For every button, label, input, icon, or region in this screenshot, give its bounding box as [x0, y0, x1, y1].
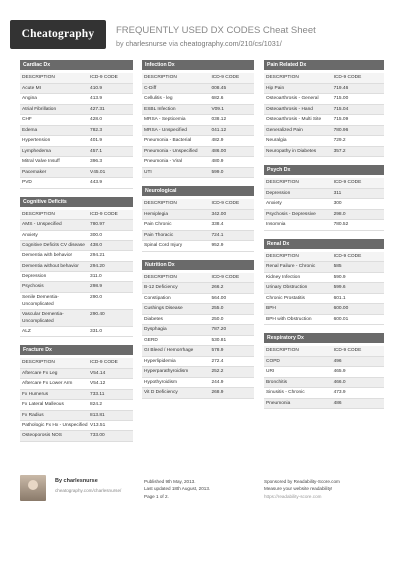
cell-description: Acute MI: [22, 85, 41, 91]
cell-description: Hemiplegia: [144, 211, 168, 217]
cell-description: Osteoarthrosis - Multi Site: [266, 117, 322, 122]
cell-description: Vit D Deficiency: [144, 390, 178, 395]
page-header: [0, 0, 400, 58]
cell-description: Angina: [22, 96, 37, 101]
table-row: [264, 388, 384, 399]
table-row: [142, 168, 254, 179]
cell-code: V54.12: [90, 381, 106, 386]
cell-description: Pneumonia - Bacterial: [144, 138, 192, 143]
cell-code: 038.12: [211, 117, 227, 122]
table-row: [20, 157, 133, 168]
cell-description: C-Diff: [144, 85, 157, 91]
cell-code: 357.2: [333, 148, 346, 154]
table-row: [20, 126, 133, 137]
column-3: [264, 60, 384, 417]
cell-code: 724.1: [211, 232, 224, 238]
cell-description: Neuralgia: [266, 138, 287, 143]
cell-description: DESCRIPTION: [22, 75, 55, 80]
table-row: [264, 399, 384, 410]
page-title: FREQUENTLY USED DX CODES Cheat Sheet: [116, 25, 316, 36]
section-title: Neurological: [142, 186, 254, 196]
cell-code: 300.0: [90, 232, 103, 238]
cell-description: Dysphagia: [144, 327, 167, 332]
table-row: [142, 325, 254, 336]
sheet-url-link[interactable]: cheatography.com/210/cs/1031/: [179, 39, 282, 48]
dx-section: [264, 165, 384, 231]
dx-section: [20, 60, 133, 189]
cell-description: Sinusitis - Chronic: [266, 390, 305, 395]
table-row: [142, 378, 254, 389]
cell-code: 401.9: [90, 138, 103, 143]
cell-description: Cognitive Deficits CV disease: [22, 243, 85, 248]
table-row: [264, 189, 384, 200]
cell-description: PVD: [22, 180, 32, 185]
cell-code: 410.9: [90, 85, 103, 91]
cell-code: 780.52: [333, 222, 349, 227]
table-header: [142, 73, 254, 84]
cell-code: 268.9: [211, 390, 224, 395]
cell-code: 290.40: [90, 311, 105, 317]
table-row: [20, 115, 133, 126]
cell-description: DESCRIPTION: [266, 253, 299, 259]
cell-description: Pathologic Fx Hx - Unspecified: [22, 423, 88, 428]
page-footer: [0, 474, 400, 514]
table-row: [142, 294, 254, 305]
cell-description: DESCRIPTION: [266, 180, 299, 185]
cell-description: Osteoarthrosis - General: [266, 96, 319, 101]
cell-code: 782.3: [90, 127, 103, 133]
cell-code: 252.2: [211, 369, 224, 374]
table-row: [20, 84, 133, 95]
dx-section: [264, 239, 384, 326]
table-row: [20, 282, 133, 293]
cell-description: UTI: [144, 169, 152, 175]
cell-description: Pacemaker: [22, 169, 47, 175]
cell-code: ICD-9 CODE: [90, 211, 118, 217]
footer-author[interactable]: By charlesnurse: [55, 478, 98, 484]
cell-code: 780.96: [333, 127, 349, 133]
cell-code: 585: [333, 264, 342, 269]
table-row: [20, 136, 133, 147]
cell-description: Osteoarthrosis - Hand: [266, 106, 313, 112]
cell-description: Bronchitis: [266, 379, 288, 385]
table-row: [142, 136, 254, 147]
cell-description: DESCRIPTION: [144, 201, 177, 206]
sponsor-tagline: Measure your website readability!: [264, 486, 333, 492]
cell-description: COPD: [266, 358, 280, 364]
cell-code: 578.9: [211, 348, 224, 353]
cell-description: ALZ: [22, 328, 31, 334]
cell-description: DESCRIPTION: [144, 274, 177, 280]
table-row: [20, 262, 133, 272]
cell-code: 396.3: [90, 159, 103, 164]
cell-code: 438.0: [90, 243, 103, 248]
cell-code: 682.6: [211, 96, 224, 101]
table-row: [142, 220, 254, 231]
author-link[interactable]: charlesnurse: [125, 39, 167, 48]
cell-description: Vascular Dementia-Uncomplicated: [22, 311, 64, 324]
cell-code: 715.09: [333, 117, 349, 122]
sponsor-name[interactable]: Sponsored by Readability-Score.com: [264, 479, 340, 484]
cell-description: URI: [266, 369, 275, 374]
cell-code: ICD-9 CODE: [333, 348, 362, 353]
cell-description: BPH: [266, 306, 276, 311]
cell-description: AMS - Unspecified: [22, 222, 62, 227]
cell-description: Fx Radius: [22, 412, 44, 418]
table-row: [142, 115, 254, 126]
cell-description: Chronic Prostatitis: [266, 295, 305, 301]
table-row: [20, 241, 133, 251]
cell-description: Cellulitis - leg: [144, 96, 173, 101]
cell-description: DESCRIPTION: [266, 75, 299, 80]
cell-code: 244.9: [211, 379, 224, 385]
cell-description: Mitral Valve Insuff: [22, 159, 60, 164]
cell-code: 298.0: [333, 211, 346, 217]
cell-description: Kidney Infection: [266, 274, 301, 280]
table-header: [264, 73, 384, 84]
cell-code: 715.00: [333, 96, 349, 101]
table-row: [264, 304, 384, 315]
table-row: [20, 147, 133, 158]
cell-code: 715.04: [333, 106, 349, 112]
table-row: [142, 210, 254, 221]
cell-code: 331.0: [90, 328, 103, 334]
table-row: [264, 220, 384, 231]
cell-code: 311.0: [90, 273, 102, 279]
cell-code: 413.9: [90, 96, 103, 101]
cell-code: 719.46: [333, 85, 349, 91]
cell-description: Pneumonia - Unspecified: [144, 148, 198, 154]
section-title: Infection Dx: [142, 60, 254, 70]
cell-description: ESBL Infection: [144, 106, 176, 112]
cell-code: 824.2: [90, 402, 103, 407]
cell-code: 813.81: [90, 412, 105, 418]
table-row: [20, 411, 133, 422]
cell-code: 733.00: [90, 433, 105, 438]
cell-description: Atrial Fibrillation: [22, 106, 57, 112]
table-row: [20, 379, 133, 390]
table-row: [20, 178, 133, 189]
cell-code: V54.14: [90, 370, 106, 376]
cell-description: MRSA - Septicemia: [144, 117, 186, 122]
cell-code: 780.97: [90, 222, 105, 227]
table-row: [264, 126, 384, 137]
table-header: [142, 199, 254, 210]
cell-code: 294.20: [90, 263, 105, 269]
author-avatar[interactable]: [20, 475, 46, 501]
cell-description: Psychosis - Depressive: [266, 211, 316, 217]
cell-code: 427.31: [90, 106, 105, 112]
cell-description: Edema: [22, 127, 38, 133]
cell-code: 290.0: [90, 294, 103, 300]
cell-code: 952.9: [211, 243, 224, 248]
page-number: Page 1 of 2.: [144, 493, 169, 499]
cell-code: 787.20: [211, 327, 227, 332]
cell-description: BPH with Obstruction: [266, 316, 312, 322]
cell-code: 300: [333, 201, 342, 206]
table-header: [264, 252, 384, 263]
cell-description: Generalized Pain: [266, 127, 303, 133]
cell-description: Pain Thoracic: [144, 232, 174, 238]
table-header: [20, 358, 133, 369]
cell-description: Hypertension: [22, 138, 51, 143]
table-row: [264, 136, 384, 147]
table-header: [264, 346, 384, 357]
cell-code: V45.01: [90, 169, 106, 175]
cell-code: 480.9: [211, 159, 224, 164]
table-row: [264, 283, 384, 294]
section-title: Cardiac Dx: [20, 60, 133, 70]
cell-code: 342.00: [211, 211, 227, 217]
dx-section: [142, 260, 254, 399]
cell-code: 255.0: [211, 306, 224, 311]
dx-section: [142, 186, 254, 252]
byline-via: via: [168, 39, 178, 48]
cell-code: ICD-9 CODE: [333, 75, 362, 80]
cell-code: ICD-9 CODE: [333, 180, 362, 185]
cell-description: Depression: [22, 273, 47, 279]
table-row: [264, 199, 384, 210]
table-row: [142, 241, 254, 252]
cell-description: Pain Chronic: [144, 222, 172, 227]
cell-code: 599.0: [211, 169, 224, 175]
cell-description: Anxiety: [266, 201, 282, 206]
cell-code: 008.45: [211, 85, 227, 91]
cell-description: DESCRIPTION: [22, 360, 55, 365]
cell-code: 428.0: [90, 117, 103, 122]
cell-description: CHF: [22, 117, 32, 122]
table-row: [20, 220, 133, 231]
cell-description: Senile Dementia-Uncomplicated: [22, 294, 59, 307]
cell-description: Pneumonia: [266, 400, 291, 406]
cell-code: 486.00: [211, 148, 227, 154]
cell-description: Diabetes: [144, 316, 163, 322]
table-row: [20, 94, 133, 105]
table-row: [20, 431, 133, 442]
table-row: [264, 294, 384, 305]
cell-code: 729.2: [333, 138, 346, 143]
table-row: [264, 315, 384, 326]
cell-description: Lymphedema: [22, 148, 51, 154]
table-row: [142, 126, 254, 137]
table-header: [20, 210, 133, 221]
table-row: [20, 390, 133, 401]
cell-code: 266.2: [211, 285, 224, 290]
cell-code: 564.00: [211, 295, 227, 301]
section-title: Nutrition Dx: [142, 260, 254, 270]
table-row: [20, 168, 133, 179]
cell-description: Hyperparathyroidism: [144, 369, 189, 374]
cell-code: 530.81: [211, 337, 227, 343]
table-row: [264, 84, 384, 95]
cell-code: 298.9: [90, 284, 103, 289]
cell-code: V09.1: [211, 106, 224, 112]
cell-description: Hyperlipidemia: [144, 358, 176, 364]
cell-description: DESCRIPTION: [144, 75, 177, 80]
footer-sponsor: [264, 478, 340, 500]
table-row: [20, 310, 133, 327]
cell-description: Aftercare Fx Lower Arm: [22, 381, 73, 386]
cell-code: 599.6: [333, 285, 346, 290]
cell-code: 041.12: [211, 127, 227, 133]
published-date: Published 9th May, 2013.: [144, 479, 196, 484]
cell-code: 482.9: [211, 138, 224, 143]
table-row: [20, 105, 133, 116]
footer-author-link[interactable]: cheatography.com/charlesnurse/: [55, 488, 122, 493]
cell-description: Fx Lateral Malleous: [22, 402, 64, 407]
cell-description: Cushings Disease: [144, 306, 183, 311]
cell-code: 601.1: [333, 295, 346, 301]
cell-description: Insomnia: [266, 222, 286, 227]
cell-code: ICD-9 CODE: [211, 75, 240, 80]
table-row: [20, 293, 133, 310]
table-row: [264, 367, 384, 378]
table-row: [20, 400, 133, 411]
section-title: Fracture Dx: [20, 345, 133, 355]
table-row: [20, 327, 133, 338]
cell-description: Neuropathy in Diabetes: [266, 148, 317, 154]
cell-description: Hypothyroidism: [144, 379, 178, 385]
cell-code: 496: [333, 358, 342, 364]
table-row: [264, 94, 384, 105]
cell-description: Dementia with behavior: [22, 253, 73, 258]
cell-code: 486: [333, 400, 342, 406]
table-row: [142, 231, 254, 242]
updated-date: Last updated 18th August, 2013.: [144, 486, 211, 492]
cell-code: 311: [333, 190, 342, 196]
cell-code: 600.00: [333, 306, 349, 311]
cell-description: DESCRIPTION: [266, 348, 299, 353]
dx-section: [20, 345, 133, 442]
cell-description: DESCRIPTION: [22, 211, 55, 217]
cell-code: 590.9: [333, 274, 346, 280]
byline-by: by: [116, 39, 124, 48]
table-row: [142, 105, 254, 116]
table-row: [142, 315, 254, 326]
table-row: [142, 283, 254, 294]
column-1: [20, 60, 133, 450]
cell-code: 443.9: [90, 180, 103, 185]
section-title: Pain Related Dx: [264, 60, 384, 70]
column-2: [142, 60, 254, 407]
cell-code: 294.21: [90, 253, 105, 258]
cell-code: ICD-9 CODE: [333, 253, 362, 259]
dx-section: [142, 60, 254, 178]
cell-description: Aftercare Fx Leg: [22, 370, 58, 376]
cell-code: 733.11: [90, 391, 105, 397]
sponsor-url[interactable]: https://readability-score.com: [264, 493, 322, 499]
section-title: Psych Dx: [264, 165, 384, 175]
cell-code: V13.51: [90, 423, 106, 428]
cell-code: 250.0: [211, 316, 224, 322]
cell-code: ICD-9 CODE: [211, 201, 240, 206]
dx-section: [264, 333, 384, 409]
cell-description: Pneumonia - Viral: [144, 159, 183, 164]
table-header: [264, 178, 384, 189]
cell-description: GI Bleed / Hemorrhage: [144, 348, 194, 353]
cell-description: Spinal Cord Injury: [144, 243, 183, 248]
cell-code: ICD-9 CODE: [90, 360, 118, 365]
cell-code: ICD-9 CODE: [90, 75, 118, 80]
section-title: Renal Dx: [264, 239, 384, 249]
table-row: [20, 231, 133, 242]
table-header: [142, 273, 254, 284]
cell-description: Anxiety: [22, 232, 38, 238]
byline: [116, 39, 282, 48]
cell-description: Fx Humerus: [22, 391, 49, 397]
table-row: [264, 357, 384, 368]
cell-description: Renal Failure - Chronic: [266, 264, 316, 269]
table-row: [142, 94, 254, 105]
table-row: [142, 357, 254, 368]
section-title: Cognitive Deficits: [20, 197, 133, 207]
table-row: [142, 84, 254, 95]
cell-code: 473.9: [333, 390, 346, 395]
table-row: [264, 262, 384, 273]
cell-description: Osteoporosis NOS: [22, 433, 62, 438]
cell-description: B-12 Deficiency: [144, 285, 178, 290]
table-row: [20, 272, 133, 283]
cell-description: Psychosis: [22, 284, 44, 289]
dx-section: [264, 60, 384, 157]
cell-code: 600.01: [333, 316, 349, 322]
table-row: [264, 378, 384, 389]
footer-publish-info: [144, 478, 210, 500]
table-row: [20, 369, 133, 380]
table-row: [264, 147, 384, 158]
table-row: [20, 251, 133, 262]
table-row: [142, 304, 254, 315]
table-row: [142, 336, 254, 347]
dx-section: [20, 197, 133, 338]
cell-description: MRSA - Unspecified: [144, 127, 187, 133]
cell-code: 466.0: [333, 379, 346, 385]
table-header: [20, 73, 133, 84]
cell-description: Hip Pain: [266, 85, 285, 91]
cell-description: Depression: [266, 190, 291, 196]
cell-code: 465.9: [333, 369, 346, 374]
table-row: [264, 210, 384, 221]
cell-code: 272.4: [211, 358, 224, 364]
table-row: [142, 388, 254, 399]
table-row: [142, 147, 254, 158]
cell-description: Constipation: [144, 295, 171, 301]
table-row: [142, 157, 254, 168]
table-row: [20, 421, 133, 431]
cell-code: 338.4: [211, 222, 224, 227]
table-row: [264, 105, 384, 116]
table-row: [142, 367, 254, 378]
cell-code: 457.1: [90, 148, 103, 154]
table-row: [264, 273, 384, 284]
table-row: [142, 346, 254, 357]
cell-description: Dementia without behavior: [22, 263, 79, 269]
section-title: Respiratory Dx: [264, 333, 384, 343]
cell-code: ICD-9 CODE: [211, 274, 240, 280]
cell-description: GERD: [144, 337, 158, 343]
table-row: [264, 115, 384, 126]
cell-description: Urinary Obstruction: [266, 285, 308, 290]
cheatography-logo[interactable]: Cheatography: [10, 20, 106, 49]
